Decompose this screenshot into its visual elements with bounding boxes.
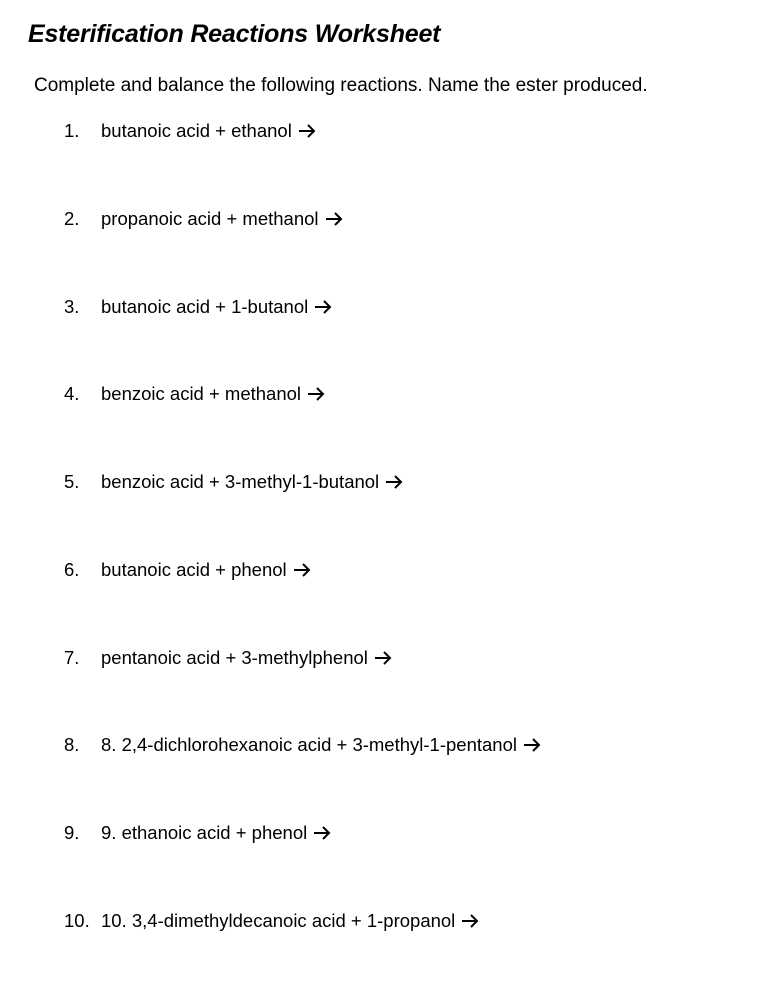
right-arrow-icon (385, 475, 403, 489)
question-text: benzoic acid + 3-methyl-1-butanol (101, 471, 380, 492)
question-text-line (101, 734, 541, 756)
question-text: benzoic acid + methanol (101, 383, 302, 404)
question-text-line (101, 647, 392, 669)
instructions: Complete and balance the following reactions. Name the ester produced. (34, 75, 648, 96)
question-number: 4. (64, 383, 80, 404)
question-text: propanoic acid + methanol (101, 208, 319, 229)
question-text: pentanoic acid + 3-methylphenol (101, 647, 368, 668)
question-text-line (101, 559, 311, 581)
question-text-line (101, 471, 403, 493)
right-arrow-icon (314, 300, 332, 314)
question-text: 9. ethanoic acid + phenol (101, 822, 308, 843)
right-arrow-icon (298, 124, 316, 138)
question-number: 5. (64, 471, 80, 492)
question-text: 10. 3,4-dimethyldecanoic acid + 1-propanol (101, 910, 456, 931)
right-arrow-icon (307, 387, 325, 401)
question-number: 9. (64, 822, 80, 843)
question-text-line (101, 383, 325, 405)
question-text-line (101, 296, 332, 318)
right-arrow-icon (325, 212, 343, 226)
right-arrow-icon (461, 914, 479, 928)
question-number: 2. (64, 208, 80, 229)
question-number: 1. (64, 120, 80, 141)
worksheet-title: Esterification Reactions Worksheet (28, 20, 441, 48)
right-arrow-icon (293, 563, 311, 577)
question-text-line (101, 208, 343, 230)
question-number: 3. (64, 296, 80, 317)
question-text: 8. 2,4-dichlorohexanoic acid + 3-methyl-1-pentanol (101, 734, 517, 755)
question-text-line (101, 822, 331, 844)
question-number: 10. (64, 910, 90, 931)
question-text-line (101, 910, 479, 932)
right-arrow-icon (313, 826, 331, 840)
question-number: 8. (64, 734, 80, 755)
question-text: butanoic acid + 1-butanol (101, 296, 309, 317)
question-text: butanoic acid + ethanol (101, 120, 292, 141)
right-arrow-icon (523, 738, 541, 752)
question-number: 6. (64, 559, 80, 580)
right-arrow-icon (374, 651, 392, 665)
question-number: 7. (64, 647, 80, 668)
question-text-line (101, 120, 316, 142)
question-text: butanoic acid + phenol (101, 559, 287, 580)
